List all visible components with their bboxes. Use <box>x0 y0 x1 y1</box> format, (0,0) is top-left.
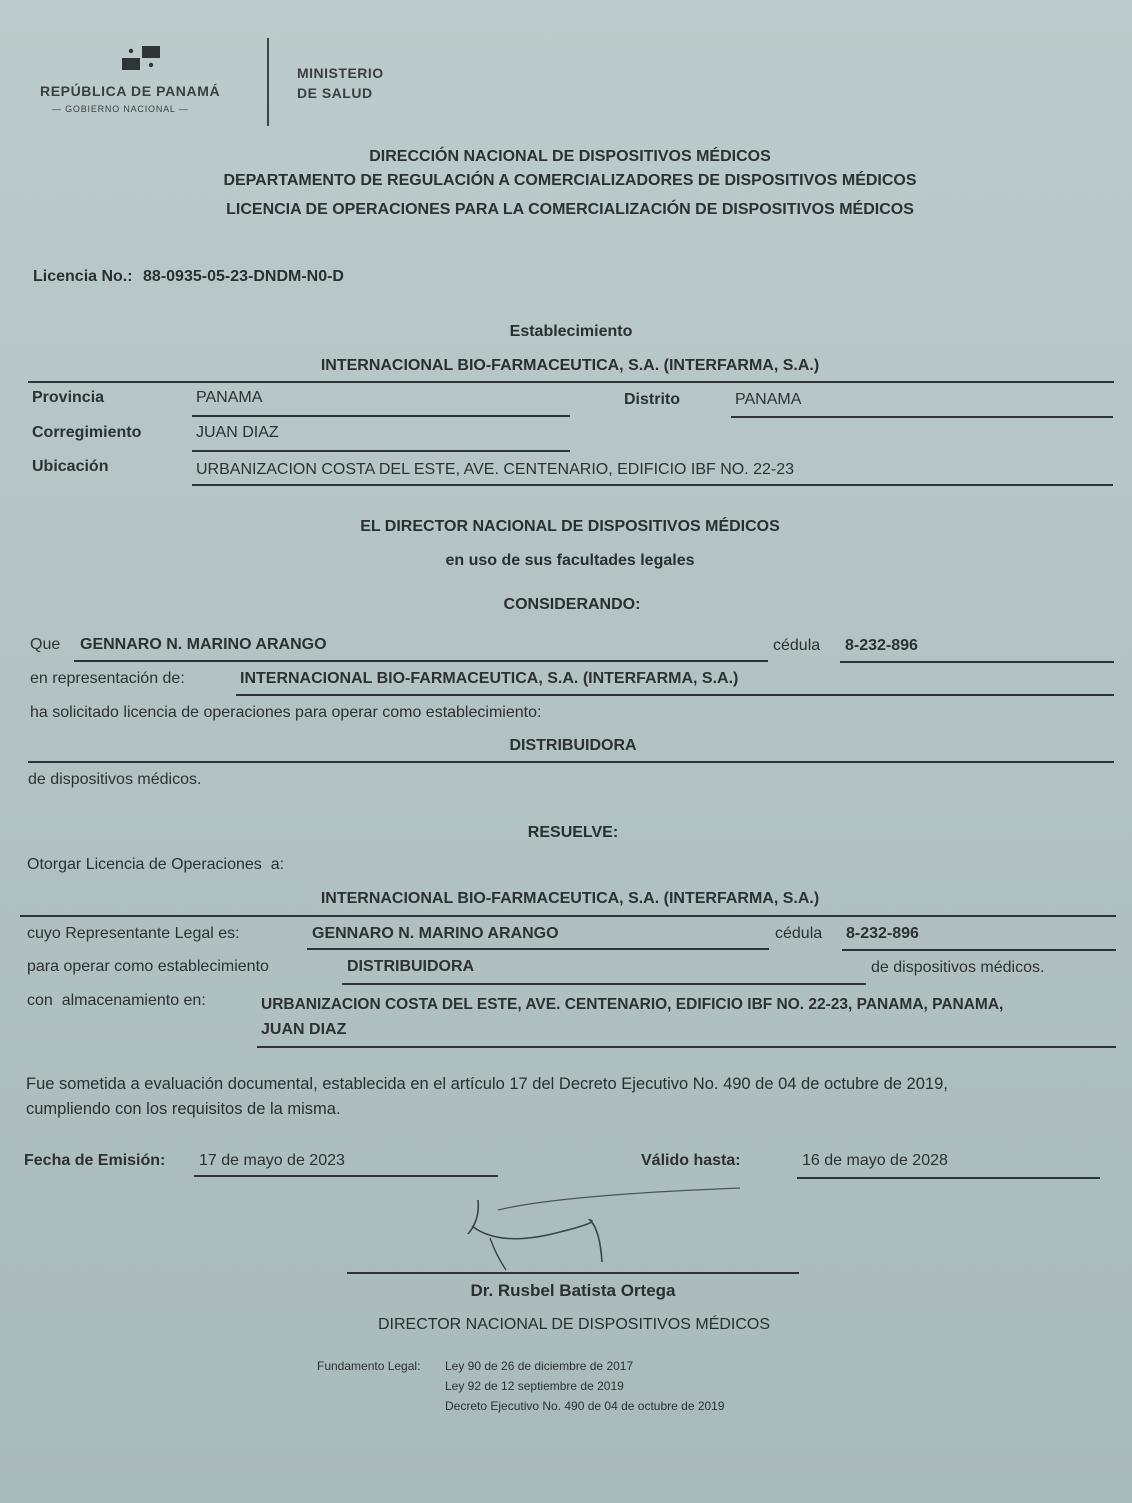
otorgar-text: Otorgar Licencia de Operaciones a: <box>27 856 285 873</box>
ministry-name <box>297 63 384 103</box>
handwritten-signature-icon <box>440 1180 760 1280</box>
resuelve-type: DISTRIBUIDORA <box>347 958 475 975</box>
corregimiento-value: JUAN DIAZ <box>196 424 279 441</box>
rep-underline <box>307 948 769 950</box>
license-number: 88-0935-05-23-DNDM-N0-D <box>143 268 344 285</box>
provincia-label: Provincia <box>32 389 105 406</box>
panama-flag-blocks-icon <box>118 44 164 74</box>
cedula-underline-1 <box>840 661 1114 663</box>
valido-label: Válido hasta: <box>641 1152 741 1169</box>
representacion-underline <box>236 694 1114 696</box>
dash-left: — <box>52 104 66 114</box>
ministry-line2: DE SALUD <box>297 85 373 101</box>
que-label: Que <box>30 636 61 653</box>
establishment-underline <box>28 381 1114 383</box>
provincia-underline <box>192 415 570 417</box>
cedula-underline-2 <box>842 949 1116 951</box>
government-label <box>52 104 189 114</box>
title-line3: LICENCIA DE OPERACIONES PARA LA COMERCIALIZACIÓN DE DISPOSITIVOS MÉDICOS <box>226 201 914 218</box>
signer-name: Dr. Rusbel Batista Ortega <box>470 1281 676 1300</box>
header-divider <box>267 38 269 126</box>
cedula-label-2: cédula <box>775 925 823 942</box>
distrito-underline <box>731 416 1113 418</box>
government-text: GOBIERNO NACIONAL <box>65 104 176 114</box>
ubicacion-underline <box>192 484 1113 486</box>
legal-item-2: Ley 92 de 12 septiembre de 2019 <box>445 1379 624 1393</box>
resuelve-company-underline <box>20 915 1116 917</box>
rep-label: cuyo Representante Legal es: <box>27 925 240 942</box>
director-subtitle: en uso de sus facultades legales <box>445 552 695 569</box>
signer-title: DIRECTOR NACIONAL DE DISPOSITIVOS MÉDICOS <box>377 1316 771 1333</box>
operar-label: para operar como establecimiento <box>27 958 269 975</box>
cedula-value-1: 8-232-896 <box>845 637 918 654</box>
legal-label: Fundamento Legal: <box>317 1359 421 1373</box>
establishment-name: INTERNACIONAL BIO-FARMACEUTICA, S.A. (INTERFARMA, S.A.) <box>320 357 820 374</box>
emision-underline <box>194 1175 498 1177</box>
license-label: Licencia No.: <box>33 268 133 285</box>
type-underline-1 <box>28 761 1114 763</box>
solicitado-text: ha solicitado licencia de operaciones para operar como establecimiento: <box>30 704 542 721</box>
resuelve-type-underline <box>342 983 866 985</box>
valido-value: 16 de mayo de 2028 <box>802 1152 948 1169</box>
ubicacion-label: Ubicación <box>32 458 109 475</box>
person-underline <box>74 660 768 662</box>
ubicacion-value: URBANIZACION COSTA DEL ESTE, AVE. CENTENARIO, EDIFICIO IBF NO. 22-23 <box>196 461 795 478</box>
valido-underline <box>797 1177 1100 1179</box>
considerando-heading: CONSIDERANDO: <box>503 596 641 613</box>
country-name: REPÚBLICA DE PANAMÁ <box>40 83 221 99</box>
header <box>0 0 1132 140</box>
considerando-suffix: de dispositivos médicos. <box>28 771 202 788</box>
resuelve-company: INTERNACIONAL BIO-FARMACEUTICA, S.A. (INTERFARMA, S.A.) <box>320 890 820 907</box>
representacion-label: en representación de: <box>30 670 185 687</box>
provincia-value: PANAMA <box>196 389 263 406</box>
distrito-label: Distrito <box>624 391 680 408</box>
cedula-value-2: 8-232-896 <box>846 925 919 942</box>
establishment-heading: Establecimiento <box>509 323 633 340</box>
almacen-label: con almacenamiento en: <box>27 992 206 1009</box>
license-number-row <box>33 268 344 286</box>
cedula-label-1: cédula <box>773 637 821 654</box>
almacen-line1: URBANIZACION COSTA DEL ESTE, AVE. CENTENARIO, EDIFICIO IBF NO. 22-23, PANAMA, PANAMA, <box>261 996 1004 1013</box>
almacen-line2: JUAN DIAZ <box>261 1021 347 1038</box>
representacion-company: INTERNACIONAL BIO-FARMACEUTICA, S.A. (INTERFARMA, S.A.) <box>240 670 739 687</box>
legal-item-3: Decreto Ejecutivo No. 490 de 04 de octubre de 2019 <box>445 1399 725 1413</box>
director-title: EL DIRECTOR NACIONAL DE DISPOSITIVOS MÉDICOS <box>360 518 780 535</box>
corregimiento-label: Corregimiento <box>32 424 142 441</box>
corregimiento-underline <box>192 450 570 452</box>
considerando-type: DISTRIBUIDORA <box>509 737 637 754</box>
emision-value: 17 de mayo de 2023 <box>199 1152 345 1169</box>
resuelve-type-suffix: de dispositivos médicos. <box>871 959 1045 976</box>
distrito-value: PANAMA <box>735 391 802 408</box>
legal-item-1: Ley 90 de 26 de diciembre de 2017 <box>445 1359 634 1373</box>
title-line1: DIRECCIÓN NACIONAL DE DISPOSITIVOS MÉDICOS <box>369 148 771 165</box>
dash-right: — <box>175 104 189 114</box>
rep-value: GENNARO N. MARINO ARANGO <box>312 925 559 942</box>
ministry-line1: MINISTERIO <box>297 65 384 81</box>
evaluation-line2: cumpliendo con los requisitos de la misma. <box>26 1100 341 1118</box>
title-line2: DEPARTAMENTO DE REGULACIÓN A COMERCIALIZADORES DE DISPOSITIVOS MÉDICOS <box>223 172 917 189</box>
almacen-underline <box>257 1046 1116 1048</box>
emision-label: Fecha de Emisión: <box>24 1152 166 1169</box>
resuelve-heading: RESUELVE: <box>527 824 619 841</box>
considerando-person: GENNARO N. MARINO ARANGO <box>80 636 327 653</box>
signature-line <box>347 1272 799 1274</box>
evaluation-line1: Fue sometida a evaluación documental, establecida en el artículo 17 del Decreto Ejecutivo No. 490 de 04 de octubre de 2019, <box>26 1075 948 1093</box>
